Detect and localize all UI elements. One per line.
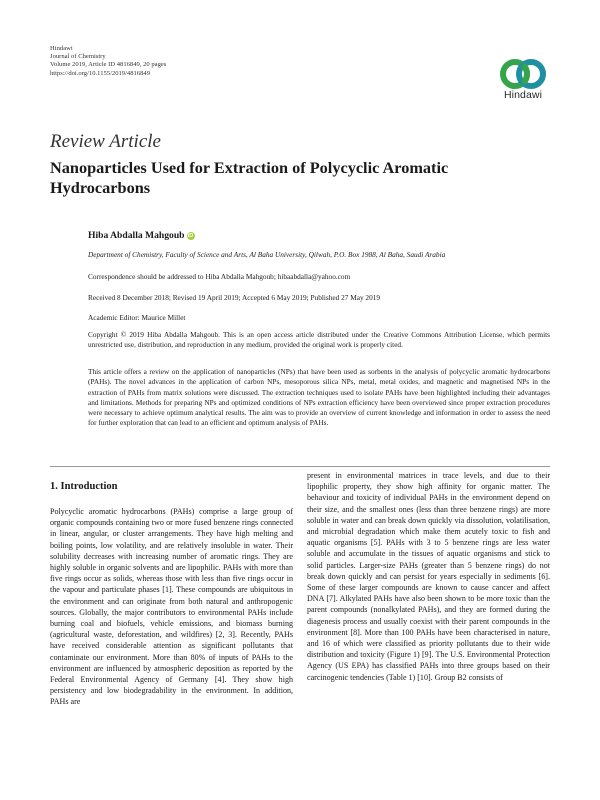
publication-dates: Received 8 December 2018; Revised 19 April 2019; Accepted 6 May 2019; Published 27 May 2019 — [88, 293, 381, 302]
abstract: This article offers a review on the application of nanoparticles (NPs) that have been used as sorbents in the analysis of polycyclic aromatic hydrocarbons (PAHs). The novel advances in the application of carbon NPs, mesoporous silica NPs, metal, metal oxides, and magnetic and magnetised NPs in the extraction of PAHs from matrix solutions were discussed. The extraction techniques used to isolate PAHs have been highlighted including their advantages and limitations. Methods for preparing NPs and optimized conditions of NPs extraction efficiency have been overviewed since proper extraction procedures were necessary to achieve optimum analytical results. The aim was to provide an overview of current knowledge and information in order to assess the need for further exploration that can lead to an efficient and optimum analysis of PAHs. — [88, 367, 550, 428]
copyright-notice: Copyright © 2019 Hiba Abdalla Mahgoub. This is an open access article distributed under the Creative Commons Attribution License, which permits unrestricted use, distribution, and reproduction in any medium, provided the original work is properly cited. — [88, 330, 550, 350]
volume-line: Volume 2019, Article ID 4816849, 20 pages — [50, 61, 167, 69]
academic-editor: Academic Editor: Maurice Millet — [88, 313, 186, 322]
author-name[interactable]: Hiba Abdalla Mahgoub — [88, 230, 185, 241]
publisher-name: Hindawi — [50, 45, 73, 52]
journal-meta — [50, 45, 166, 78]
orcid-icon[interactable]: iD — [187, 233, 194, 239]
body-column-right — [307, 470, 550, 683]
article-title: Nanoparticles Used for Extraction of Polycyclic Aromatic Hydrocarbons — [50, 158, 449, 197]
section-divider — [50, 466, 550, 467]
article-type: Review Article — [50, 131, 161, 152]
doi-link[interactable]: https://doi.org/10.1155/2019/4816849 — [50, 69, 151, 77]
journal-name: Journal of Chemistry — [50, 53, 106, 61]
body-column-left — [50, 506, 293, 708]
introduction-paragraph-continued: present in environmental matrices in trace levels, and due to their lipophilic property, they show high affinity for organic matter. The behaviour and toxicity of individual PAHs in the environment depend on their size, and the smallest ones (less than three benzene rings) are more soluble in water and can break down quickly via dissolution, volatilisation, and microbial degradation which make them acutely toxic to fish and aquatic organisms [5]. PAHs with 3 to 5 benzene rings are less water soluble and accumulate in the tissues of aquatic organisms and stick to solid particles. Larger-size PAHs (greater than 5 benzene rings) do not break down quickly and can persist for years especially in sediments [6]. Some of these larger compounds are known to cause cancer and affect DNA [7]. Alkylated PAHs have also been shown to be more toxic than the parent compounds (nonalkylated PAHs), and they are formed during the diagenesis process and usually coexist with their parent compounds in the environment [8]. More than 100 PAHs have been characterised in nature, and 16 of which were classified as priority pollutants due to their wide distribution and toxicity (Figure 1) [9]. The U.S. Environmental Protection Agency (US EPA) has classified PAHs into three groups based on their carcinogenic tendencies (Table 1) [10]. Group B2 consists of — [307, 471, 550, 682]
section-heading: 1. Introduction — [50, 481, 118, 492]
affiliation: Department of Chemistry, Faculty of Science and Arts, Al Baha University, Qilwah, P.O. Box 1988, Al Baha, Saudi Arabia — [88, 250, 446, 259]
hindawi-logo-text: Hindawi — [503, 89, 543, 101]
correspondence: Correspondence should be addressed to Hiba Abdalla Mahgoub; hibaabdalla@yahoo.com — [88, 272, 351, 281]
introduction-paragraph: Polycyclic aromatic hydrocarbons (PAHs) comprise a large group of organic compounds containing two or more fused benzene rings connected in linear, angular, or cluster arrangements. They have high melting and boiling points, low volatility, and are relatively insoluble in water. Their solubility decreases with increasing number of aromatic rings. They are highly soluble in organic solvents and are lipophilic. PAHs with more than five rings occur as solids, whereas those with less than five rings occur in the vapour and particulate phases [1]. These compounds are ubiquitous in the environment and can originate from both natural and anthropogenic sources. Globally, the major contributors to environmental PAHs include burning coal and biofuels, vehicle emissions, and biomass burning (agricultural waste, deforestation, and wildfires) [2, 3]. Recently, PAHs have received considerable attention as significant pollutants that contaminate our environment. More than 80% of inputs of PAHs to the environment are influenced by atmospheric deposition as reported by the Federal Environmental Agency of Germany [4]. They show high persistency and low biodegradability in the environment. In addition, PAHs are — [50, 507, 293, 707]
author-line — [88, 230, 195, 241]
